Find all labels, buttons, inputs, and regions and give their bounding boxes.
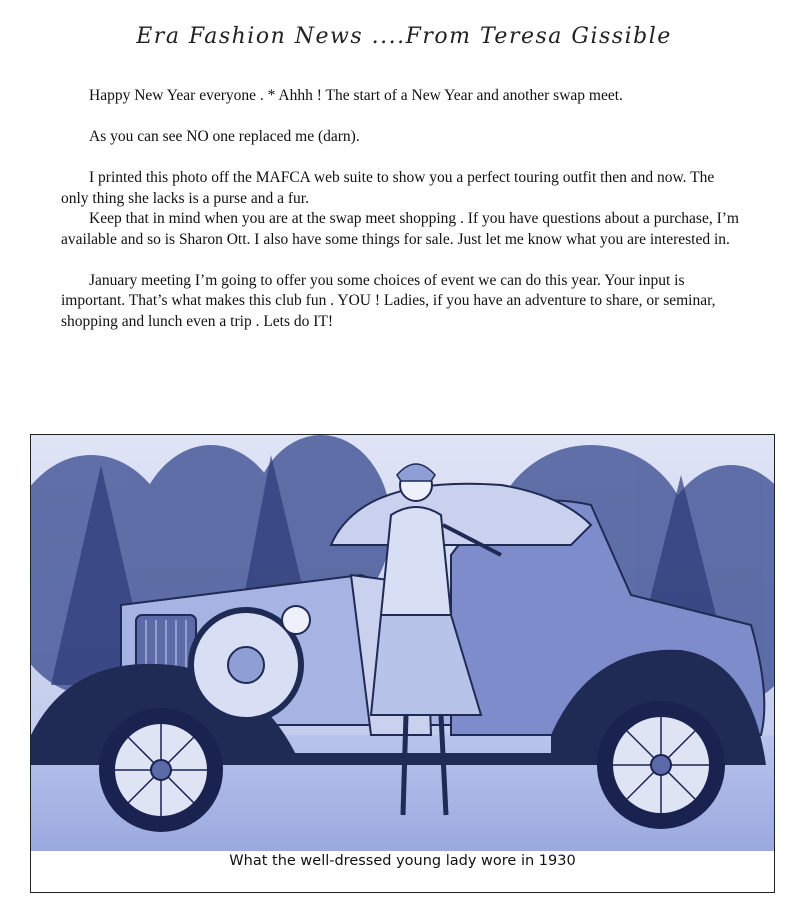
paragraph-greeting: Happy New Year everyone . * Ahhh ! The start of a New Year and another swap meet.: [89, 87, 623, 104]
paragraph-replaced: As you can see NO one replaced me (darn).: [89, 128, 360, 145]
article-body: [61, 86, 741, 332]
page-title: Era Fashion News ....From Teresa Gissible: [136, 24, 672, 49]
photo-rear-wheel: [597, 701, 725, 829]
paragraph-photo-note: I printed this photo off the MAFCA web suite to show you a perfect touring outfit then and now. The only thing she lacks is a purse and a fur.: [61, 169, 715, 207]
vintage-car-photo: [31, 435, 774, 851]
photo-caption: What the well-dressed young lady wore in 1930: [229, 853, 576, 869]
paragraph-january-meeting: January meeting I’m going to offer you some choices of event we can do this year. Your input is important. That’s what makes this club fun . YOU ! Ladies, if you have an adventure to share, or seminar, shopping and lunch even a trip . Lets do IT!: [61, 271, 716, 330]
photo-frame: [30, 434, 775, 893]
paragraph-swap-meet: Keep that in mind when you are at the swap meet shopping . If you have questions about a purchase, I’m available and so is Sharon Ott. I also have some things for sale. Just let me know what you are interested in.: [61, 210, 739, 248]
photo-front-wheel: [99, 708, 223, 832]
